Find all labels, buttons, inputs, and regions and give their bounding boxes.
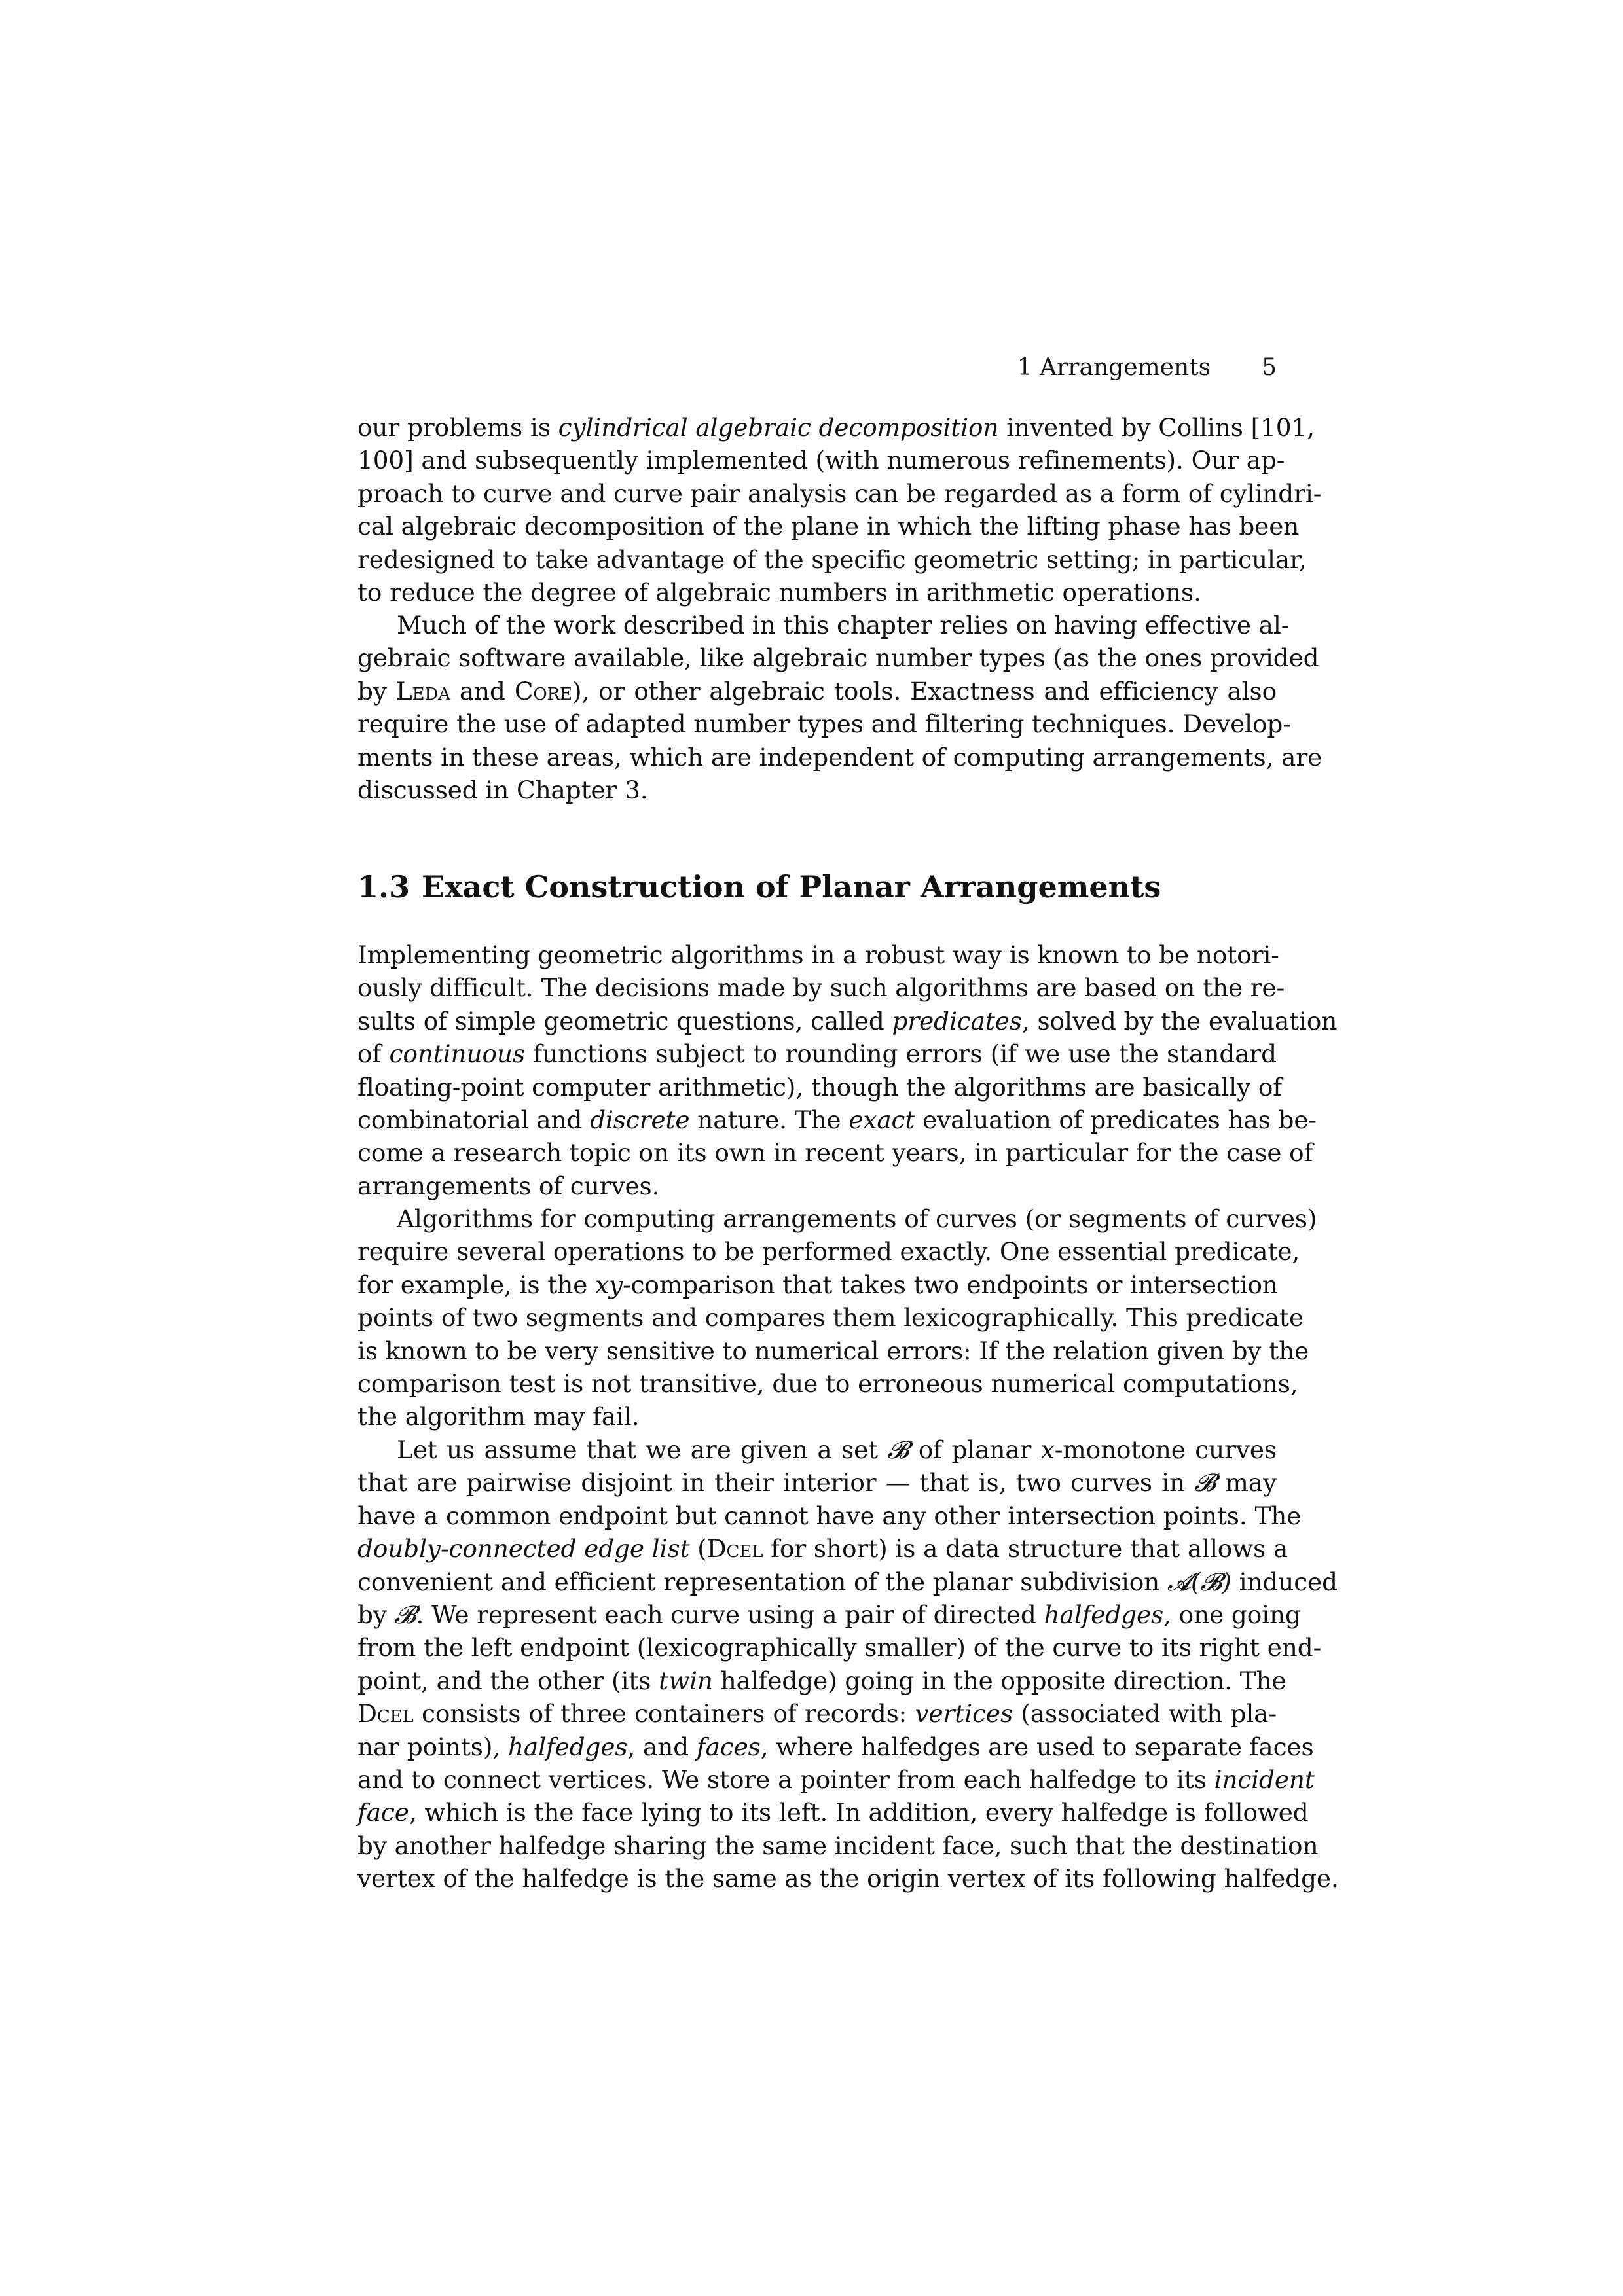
text-line: ments in these areas, which are independent of computing arrangements, are [357, 742, 1322, 772]
text-line: the algorithm may fail. [357, 1402, 640, 1431]
text-line: is known to be very sensitive to numerical errors: If the relation given by the [357, 1336, 1309, 1365]
text-line: cal algebraic decomposition of the plane in which the lifting phase has been [357, 512, 1300, 541]
text-line: floating-point computer arithmetic), though the algorithms are basically of [357, 1072, 1283, 1102]
text-line: nar points), halfedges, and faces, where halfedges are used to separate faces [357, 1732, 1314, 1761]
running-header [943, 351, 1277, 384]
running-header-chapter: 1 Arrangements [1017, 354, 1211, 381]
text-line: Much of the work described in this chapter relies on having effective al- [397, 611, 1290, 639]
text-line: 100] and subsequently implemented (with numerous refinements). Our ap- [357, 446, 1285, 475]
text-line: by another halfedge sharing the same incident face, such that the destination [357, 1831, 1319, 1860]
text-line: convenient and efficient representation of the planar subdivision 𝓐(𝓑) induced [357, 1567, 1338, 1596]
text-line: require the use of adapted number types and filtering techniques. Develop- [357, 709, 1291, 739]
text-line: by Leda and Core), or other algebraic tools. Exactness and efficiency also [357, 676, 1277, 706]
section-heading [357, 867, 1277, 906]
text-line: sults of simple geometric questions, called predicates, solved by the evaluation [357, 1006, 1338, 1035]
text-line: point, and the other (its twin halfedge) going in the opposite direction. The [357, 1666, 1286, 1695]
leda-name: Leda [395, 676, 450, 706]
text-line: vertex of the halfedge is the same as the origin vertex of its following halfedge. [357, 1864, 1339, 1893]
core-name: Core [514, 676, 572, 706]
text-line: proach to curve and curve pair analysis can be regarded as a form of cylindri- [357, 478, 1322, 508]
text-line: Implementing geometric algorithms in a robust way is known to be notori- [357, 941, 1279, 969]
text-line: come a research topic on its own in recent years, in particular for the case of [357, 1138, 1313, 1168]
text-line: gebraic software available, like algebraic number types (as the ones provided [357, 643, 1319, 673]
text-line: face, which is the face lying to its left. In addition, every halfedge is followed [357, 1798, 1309, 1827]
text-line: that are pairwise disjoint in their interior — that is, two curves in 𝓑 may [357, 1468, 1277, 1498]
text-line: arrangements of curves. [357, 1171, 660, 1200]
text-line: Dcel consists of three containers of records: vertices (associated with pla- [357, 1699, 1277, 1729]
text-line: of continuous functions subject to rounding errors (if we use the standard [357, 1039, 1277, 1069]
text-line: by 𝓑. We represent each curve using a pair of directed halfedges, one going [357, 1600, 1301, 1629]
text-line: ously difficult. The decisions made by such algorithms are based on the re- [357, 973, 1285, 1003]
text-line: discussed in Chapter 3. [357, 775, 648, 804]
text-line: comparison test is not transitive, due to erroneous numerical computations, [357, 1369, 1298, 1398]
text-line: Let us assume that we are given a set 𝓑 of planar x-monotone curves [397, 1435, 1277, 1464]
text-line: require several operations to be performed exactly. One essential predicate, [357, 1237, 1300, 1266]
paragraph-5 [357, 1433, 1339, 1895]
section-number: 1.3 [357, 869, 410, 905]
text-line: redesigned to take advantage of the specific geometric setting; in particular, [357, 545, 1307, 574]
paragraph-1 [357, 411, 1322, 609]
paragraph-3 [357, 939, 1338, 1202]
text-line: from the left endpoint (lexicographically smaller) of the curve to its right end- [357, 1633, 1322, 1662]
page-number: 5 [1262, 354, 1277, 381]
section-title: Exact Construction of Planar Arrangements [422, 869, 1161, 905]
text-line: and to connect vertices. We store a pointer from each halfedge to its incident [357, 1765, 1315, 1794]
text-line: points of two segments and compares them lexicographically. This predicate [357, 1303, 1304, 1333]
paragraph-2 [357, 609, 1322, 806]
text-line: to reduce the degree of algebraic numbers in arithmetic operations. [357, 577, 1201, 607]
text-line: for example, is the xy-comparison that takes two endpoints or intersection [357, 1270, 1278, 1299]
text-line: Algorithms for computing arrangements of curves (or segments of curves) [397, 1204, 1317, 1233]
text-line: doubly-connected edge list (Dcel for short) is a data structure that allows a [357, 1534, 1288, 1564]
text-line: have a common endpoint but cannot have any other intersection points. The [357, 1501, 1302, 1530]
text-line: combinatorial and discrete nature. The exact evaluation of predicates has be- [357, 1105, 1317, 1134]
text-line: our problems is cylindrical algebraic decomposition invented by Collins [101, [357, 413, 1315, 442]
paragraph-4 [357, 1202, 1317, 1433]
